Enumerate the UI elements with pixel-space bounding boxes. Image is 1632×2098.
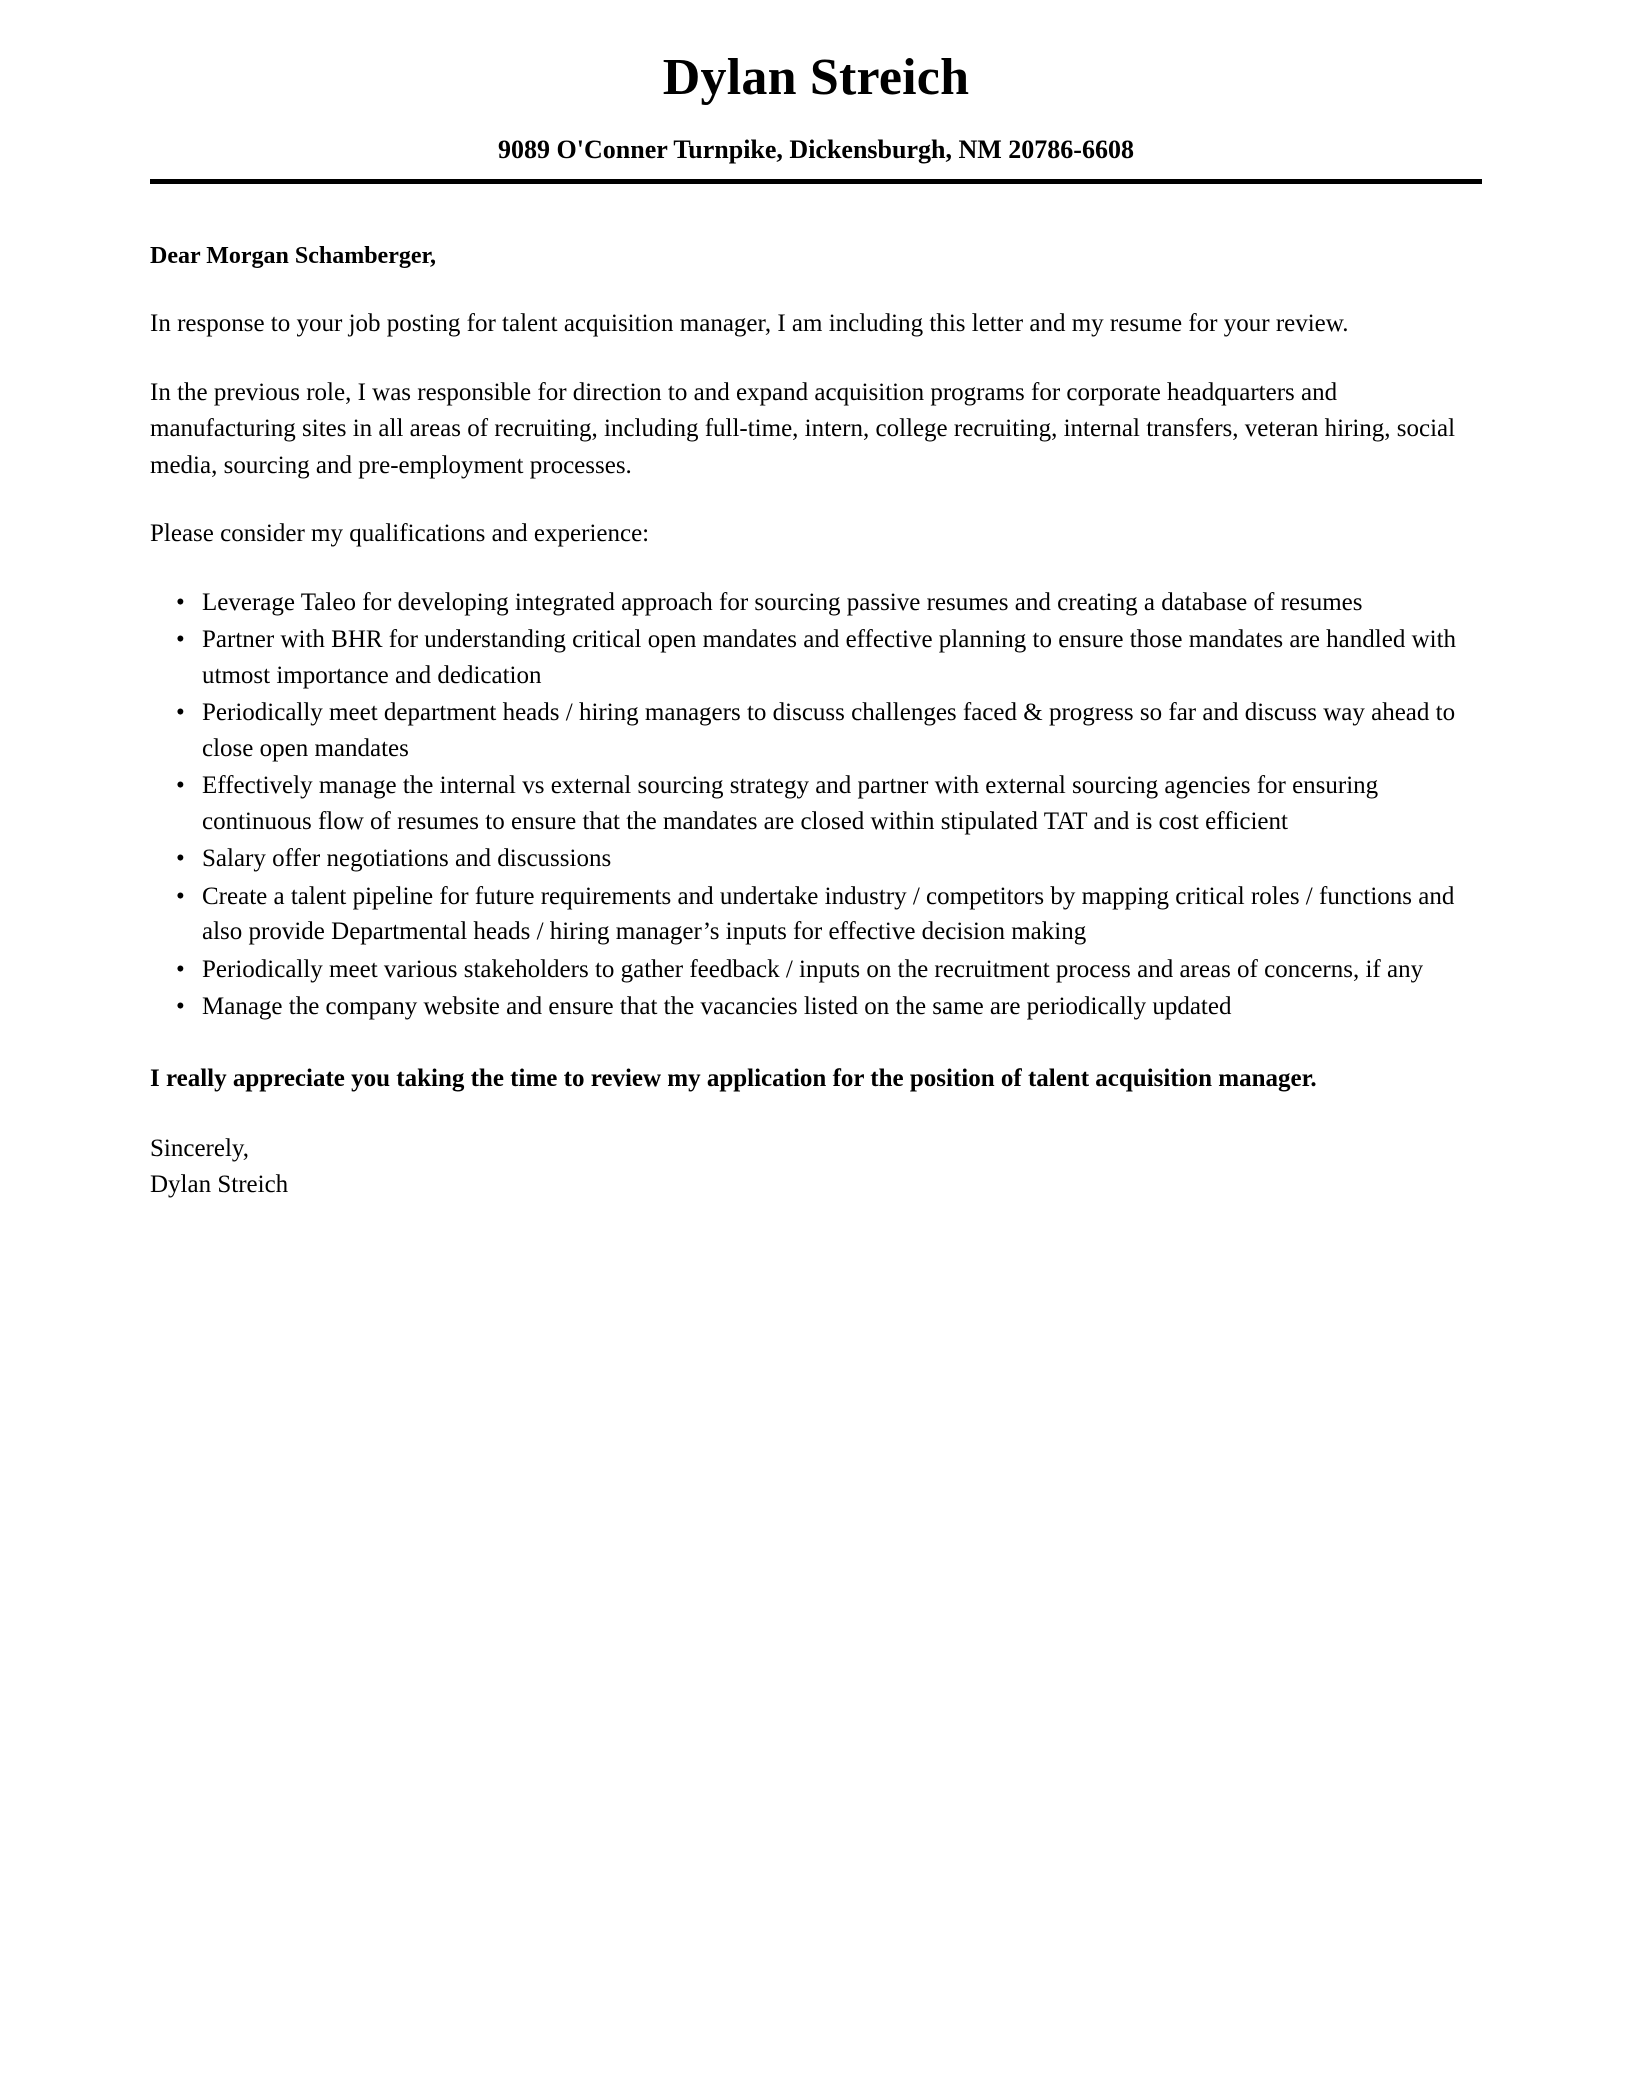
list-item <box>150 768 1482 839</box>
list-item-text: Leverage Taleo for developing integrated approach for sourcing passive resumes and creating a database of resumes <box>202 588 1363 616</box>
bullet-icon: • <box>176 588 185 616</box>
bullet-icon: • <box>176 626 185 654</box>
salutation: Dear Morgan Schamberger, <box>150 242 436 269</box>
applicant-name: Dylan Streich <box>662 49 970 106</box>
list-item <box>150 622 1482 693</box>
list-item <box>150 879 1482 950</box>
signoff-text: Sincerely, <box>150 1135 250 1163</box>
list-item-text: Effectively manage the internal vs external sourcing strategy and partner with external sourcing agencies for ensuring continuous flow of resumes to ensure that the mandates are closed within stipulated TAT and is cost efficient <box>202 772 1379 835</box>
signature-block <box>150 1131 1482 1202</box>
body-paragraph-experience: In the previous role, I was responsible for direction to and expand acquisition programs for corporate headquarters and manufacturing sites in all areas of recruiting, including full-time, intern, college recruiting, internal transfers, veteran hiring, social media, sourcing and pre-employment processes. <box>150 378 1456 479</box>
list-item-text: Periodically meet various stakeholders to gather feedback / inputs on the recruitment process and areas of concerns, if any <box>202 955 1424 983</box>
bullet-icon: • <box>176 845 185 873</box>
body-paragraph-qualifications-lead: Please consider my qualifications and experience: <box>150 520 650 548</box>
list-item-text: Periodically meet department heads / hiring managers to discuss challenges faced & progress so far and discuss way ahead to close open mandates <box>202 699 1456 762</box>
signature-name: Dylan Streich <box>150 1170 289 1198</box>
bullet-icon: • <box>176 955 185 983</box>
bullet-icon: • <box>176 882 185 910</box>
list-item <box>150 841 1482 877</box>
header-divider <box>150 179 1482 184</box>
bullet-icon: • <box>176 993 185 1021</box>
bullet-icon: • <box>176 699 185 727</box>
list-item-text: Manage the company website and ensure that the vacancies listed on the same are periodically updated <box>202 993 1232 1021</box>
list-item-text: Create a talent pipeline for future requirements and undertake industry / competitors by mapping critical roles / functions and also provide Departmental heads / hiring manager’s inputs for effective decision making <box>202 882 1455 946</box>
list-item <box>150 695 1482 766</box>
list-item-text: Partner with BHR for understanding critical open mandates and effective planning to ensure those mandates are handled with utmost importance and dedication <box>202 626 1457 689</box>
body-paragraph-intro: In response to your job posting for talent acquisition manager, I am including this letter and my resume for your review. <box>150 310 1349 338</box>
list-item <box>150 585 1482 621</box>
applicant-address: 9089 O'Conner Turnpike, Dickensburgh, NM 20786-6608 <box>498 134 1134 164</box>
list-item-text: Salary offer negotiations and discussions <box>202 845 612 873</box>
list-item <box>150 952 1482 988</box>
list-item <box>150 989 1482 1025</box>
qualifications-list <box>150 585 1482 1025</box>
bullet-icon: • <box>176 772 185 800</box>
closing-statement: I really appreciate you taking the time to review my application for the position of talent acquisition manager. <box>150 1064 1317 1092</box>
letter-header <box>150 48 1482 165</box>
